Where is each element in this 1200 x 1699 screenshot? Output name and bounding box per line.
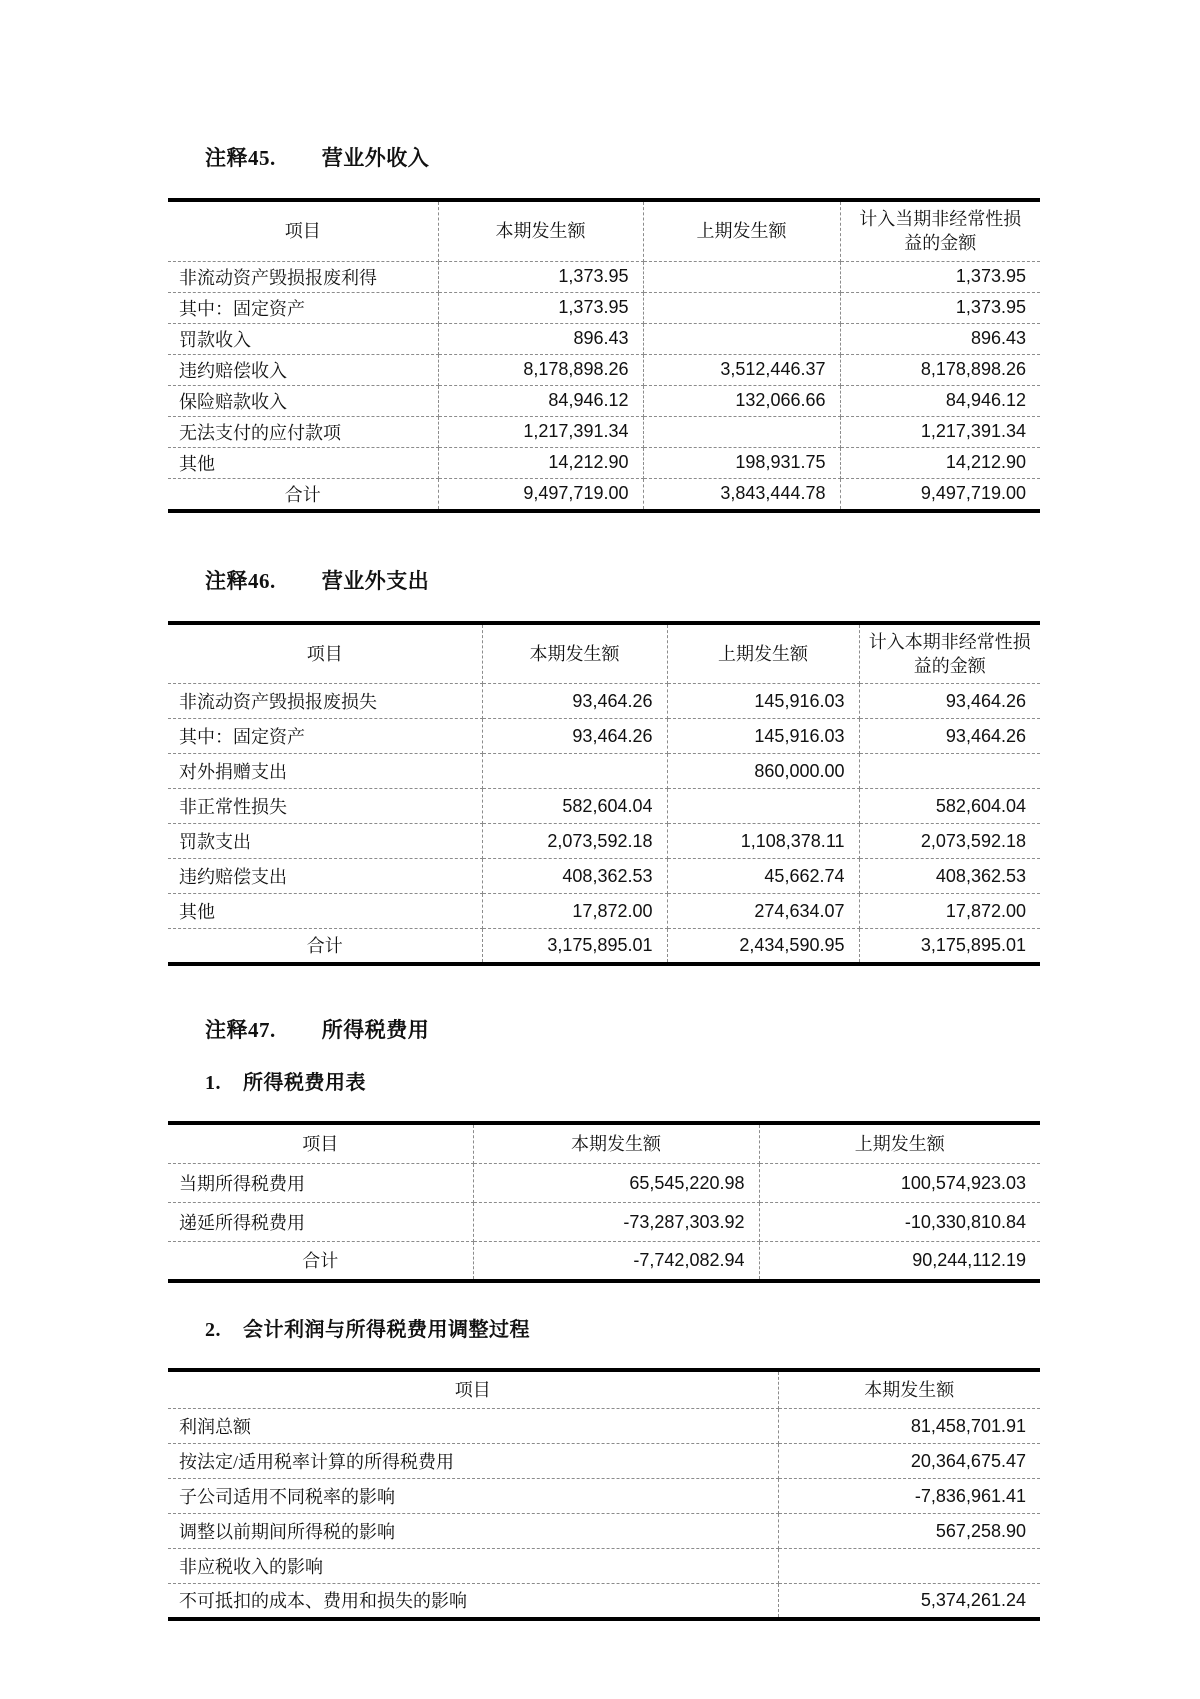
header-row [168, 1370, 1040, 1409]
cell-value: 3,175,895.01 [920, 934, 1026, 955]
cell-item-label: 不可抵扣的成本、费用和损失的影响 [168, 1584, 778, 1619]
table-row [168, 1549, 1040, 1584]
table-note45 [168, 198, 1040, 513]
cell-item-label: 合计 [168, 1242, 473, 1281]
cell-value: 65,545,220.98 [473, 1164, 759, 1203]
cell-item-label: 其他 [168, 447, 438, 478]
table-row [168, 1444, 1040, 1479]
table-row [168, 754, 1040, 789]
header-row [168, 200, 1040, 261]
column-header: 上期发生额 [643, 200, 840, 261]
heading-title: 营业外支出 [321, 568, 430, 593]
header-row [168, 623, 1040, 684]
cell-value: 17,872.00 [859, 894, 1040, 929]
cell-value: 90,244,112.19 [912, 1249, 1026, 1270]
cell-value: 20,364,675.47 [778, 1444, 1040, 1479]
heading-title: 营业外收入 [321, 146, 430, 170]
table-row [168, 1514, 1040, 1549]
cell-item-label: 按法定/适用税率计算的所得税费用 [168, 1444, 778, 1479]
cell-value: 198,931.75 [643, 447, 840, 478]
cell-value: 1,217,391.34 [438, 416, 643, 447]
cell-value: 1,373.95 [840, 261, 1040, 292]
table-row [168, 385, 1040, 416]
cell-value: 408,362.53 [859, 859, 1040, 894]
table-tax-table [168, 1121, 1040, 1283]
cell-value [643, 416, 840, 447]
cell-item-label: 当期所得税费用 [168, 1164, 473, 1203]
cell-value: 84,946.12 [840, 385, 1040, 416]
cell-value: 9,497,719.00 [920, 483, 1026, 504]
table-row [168, 894, 1040, 929]
cell-value: -73,287,303.92 [473, 1203, 759, 1242]
column-header: 本期发生额 [473, 1123, 759, 1164]
table-row [168, 929, 1040, 964]
cell-value: 3,175,895.01 [482, 929, 667, 964]
column-header: 本期发生额 [778, 1370, 1040, 1409]
cell-item-label: 合计 [168, 478, 438, 511]
cell-value: 567,258.90 [778, 1514, 1040, 1549]
tax-adjust-heading [205, 1313, 1040, 1342]
column-header: 项目 [168, 623, 482, 684]
table-row [168, 789, 1040, 824]
column-header: 计入当期非经常性损 益的金额 [840, 200, 1040, 261]
cell-value: 2,434,590.95 [667, 929, 859, 964]
cell-item-label: 违约赔偿收入 [168, 354, 438, 385]
cell-value: 132,066.66 [643, 385, 840, 416]
cell-value: 8,178,898.26 [840, 354, 1040, 385]
table-row [168, 416, 1040, 447]
column-header: 项目 [168, 1370, 778, 1409]
cell-value: 93,464.26 [859, 684, 1040, 719]
cell-item-label: 子公司适用不同税率的影响 [168, 1479, 778, 1514]
cell-value: 582,604.04 [859, 789, 1040, 824]
cell-value: 3,512,446.37 [643, 354, 840, 385]
cell-value: 1,373.95 [438, 261, 643, 292]
cell-value: 14,212.90 [840, 447, 1040, 478]
section-note47 [168, 1014, 1040, 1044]
note45-heading [205, 142, 1040, 172]
section-tax-table [168, 1066, 1040, 1283]
cell-value: 860,000.00 [667, 754, 859, 789]
cell-value: 93,464.26 [859, 719, 1040, 754]
cell-value [859, 754, 1040, 789]
column-header: 本期发生额 [482, 623, 667, 684]
cell-value: 896.43 [438, 323, 643, 354]
section-note46 [168, 565, 1040, 966]
cell-value: 1,373.95 [438, 292, 643, 323]
note46-heading [205, 565, 1040, 595]
cell-item-label: 非流动资产毁损报废损失 [168, 684, 482, 719]
cell-value: 93,464.26 [482, 719, 667, 754]
header-row [168, 1123, 1040, 1164]
cell-item-label: 其中：固定资产 [168, 719, 482, 754]
cell-value: -7,742,082.94 [473, 1242, 759, 1281]
table-row [168, 684, 1040, 719]
cell-value: 9,497,719.00 [438, 478, 643, 511]
column-header: 本期发生额 [438, 200, 643, 261]
cell-value: 408,362.53 [482, 859, 667, 894]
cell-item-label: 保险赔款收入 [168, 385, 438, 416]
cell-value: 145,916.03 [667, 719, 859, 754]
cell-value: 896.43 [840, 323, 1040, 354]
cell-value: 1,373.95 [840, 292, 1040, 323]
cell-item-label: 无法支付的应付款项 [168, 416, 438, 447]
cell-value: 5,374,261.24 [920, 1589, 1026, 1610]
cell-value: 582,604.04 [482, 789, 667, 824]
cell-value [643, 261, 840, 292]
table-row [168, 478, 1040, 511]
cell-value: 14,212.90 [438, 447, 643, 478]
cell-value: -7,836,961.41 [778, 1479, 1040, 1514]
cell-value: 274,634.07 [667, 894, 859, 929]
table-row [168, 1409, 1040, 1444]
section-note45 [168, 142, 1040, 513]
heading-label: 2. [205, 1318, 221, 1341]
cell-item-label: 其他 [168, 894, 482, 929]
cell-value: 145,916.03 [667, 684, 859, 719]
cell-value [778, 1549, 1040, 1584]
heading-title: 所得税费用 [321, 1017, 430, 1042]
column-header: 上期发生额 [667, 623, 859, 684]
cell-value: -10,330,810.84 [759, 1203, 1040, 1242]
table-row [168, 1242, 1040, 1281]
cell-item-label: 合计 [168, 929, 482, 964]
cell-value: 84,946.12 [438, 385, 643, 416]
note47-heading [205, 1014, 1040, 1044]
cell-item-label: 对外捐赠支出 [168, 754, 482, 789]
cell-value: 45,662.74 [667, 859, 859, 894]
table-row [168, 1584, 1040, 1619]
table-note46 [168, 621, 1040, 966]
cell-value: 81,458,701.91 [778, 1409, 1040, 1444]
cell-item-label: 其中：固定资产 [168, 292, 438, 323]
table-row [168, 1479, 1040, 1514]
cell-item-label: 利润总额 [168, 1409, 778, 1444]
cell-value: 100,574,923.03 [759, 1164, 1040, 1203]
cell-value: 2,073,592.18 [859, 824, 1040, 859]
cell-value [667, 789, 859, 824]
table-row [168, 354, 1040, 385]
table-row [168, 447, 1040, 478]
cell-item-label: 违约赔偿支出 [168, 859, 482, 894]
table-row [168, 719, 1040, 754]
cell-item-label: 罚款支出 [168, 824, 482, 859]
heading-label: 注释47. [205, 1017, 276, 1042]
table-row [168, 1203, 1040, 1242]
heading-label: 注释45. [205, 146, 276, 170]
tax-table-heading [205, 1066, 1040, 1095]
cell-item-label: 非正常性损失 [168, 789, 482, 824]
heading-title: 所得税费用表 [243, 1071, 366, 1094]
column-header: 项目 [168, 200, 438, 261]
table-row [168, 824, 1040, 859]
cell-item-label: 调整以前期间所得税的影响 [168, 1514, 778, 1549]
heading-label: 1. [205, 1071, 221, 1094]
cell-value [643, 323, 840, 354]
cell-value: 8,178,898.26 [438, 354, 643, 385]
table-tax-adjust [168, 1368, 1040, 1621]
cell-value: 93,464.26 [482, 684, 667, 719]
section-tax-adjust [168, 1313, 1040, 1621]
column-header: 上期发生额 [759, 1123, 1040, 1164]
table-row [168, 1164, 1040, 1203]
cell-value: 1,108,378.11 [667, 824, 859, 859]
table-row [168, 859, 1040, 894]
cell-value: 2,073,592.18 [482, 824, 667, 859]
heading-label: 注释46. [205, 568, 276, 593]
table-row [168, 323, 1040, 354]
cell-value [643, 292, 840, 323]
cell-item-label: 递延所得税费用 [168, 1203, 473, 1242]
table-row [168, 261, 1040, 292]
cell-item-label: 罚款收入 [168, 323, 438, 354]
cell-value [482, 754, 667, 789]
cell-value: 17,872.00 [482, 894, 667, 929]
cell-item-label: 非应税收入的影响 [168, 1549, 778, 1584]
heading-title: 会计利润与所得税费用调整过程 [243, 1318, 530, 1341]
cell-value: 1,217,391.34 [840, 416, 1040, 447]
document-body [168, 142, 1040, 1621]
column-header: 项目 [168, 1123, 473, 1164]
table-row [168, 292, 1040, 323]
column-header: 计入本期非经常性损 益的金额 [859, 623, 1040, 684]
cell-value: 3,843,444.78 [643, 478, 840, 511]
cell-item-label: 非流动资产毁损报废利得 [168, 261, 438, 292]
